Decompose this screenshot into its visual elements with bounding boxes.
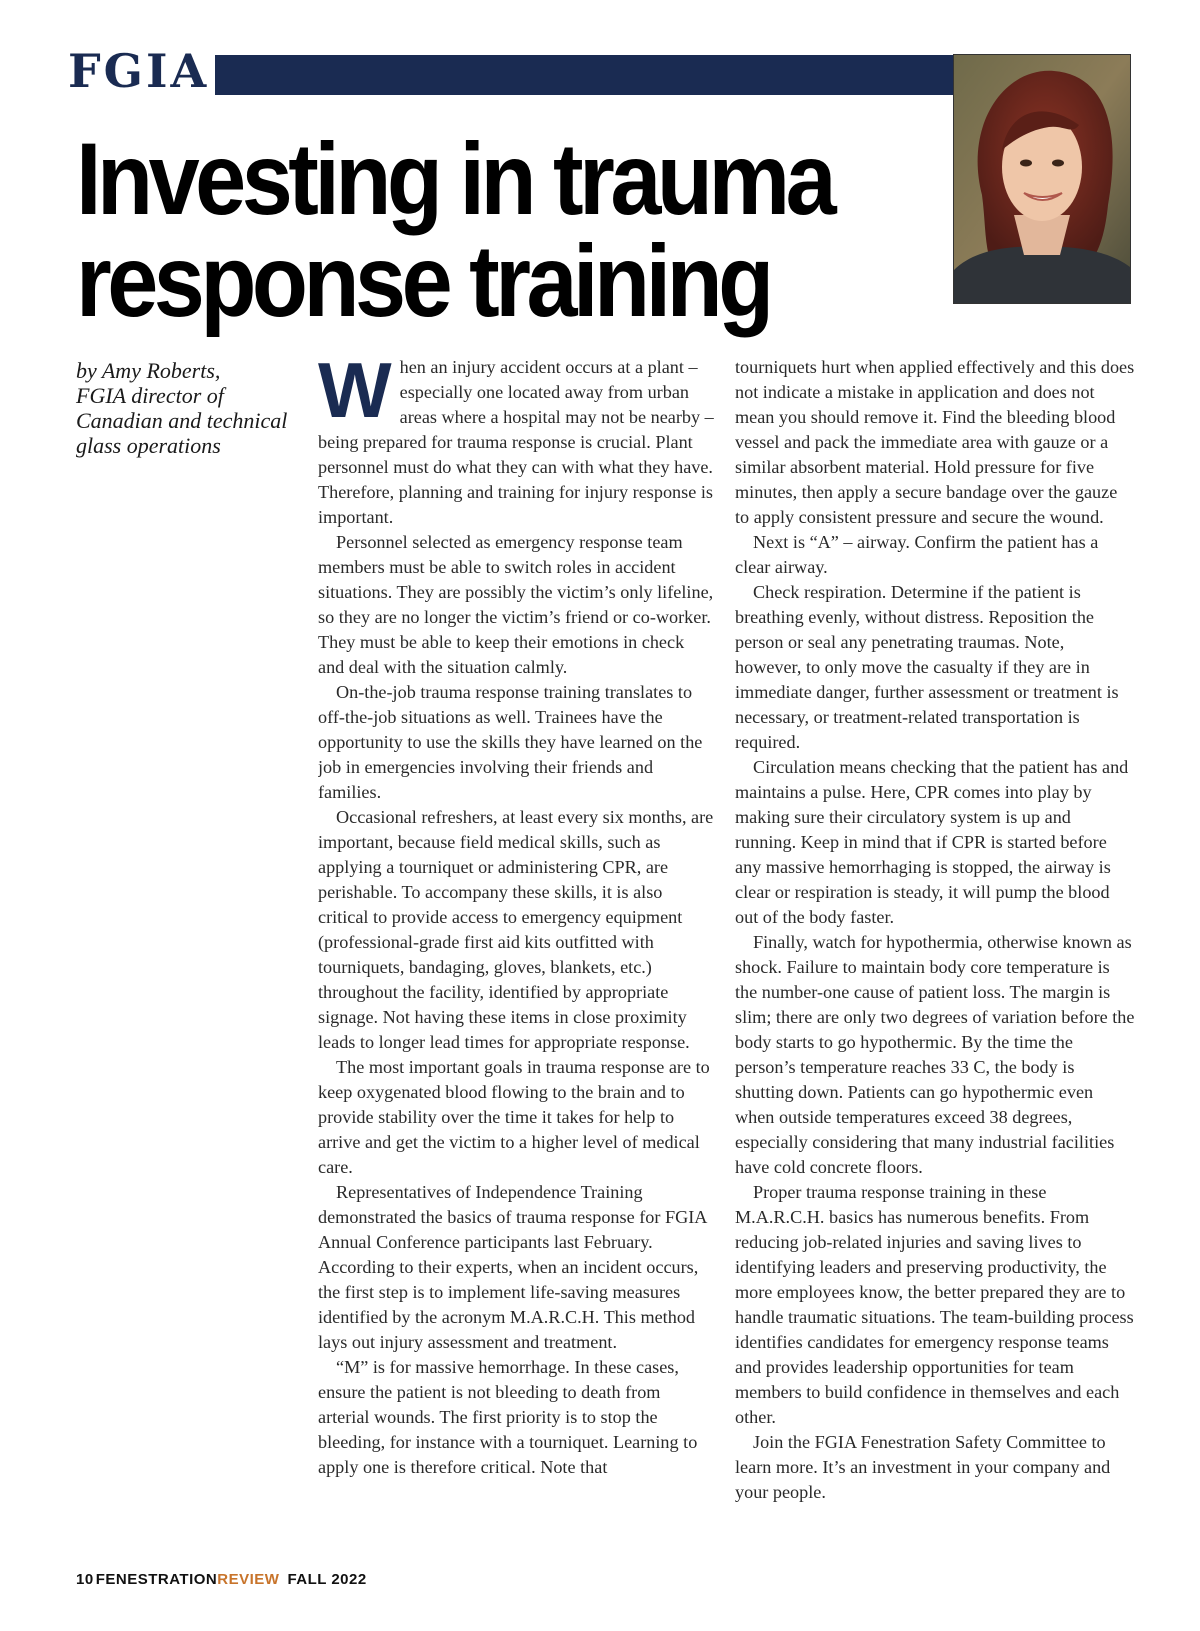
article-column-left (318, 355, 714, 1560)
byline-line-3: Canadian and technical (76, 408, 288, 433)
headline-line-1: Investing in trauma (76, 122, 833, 236)
paragraph-5: The most important goals in trauma response are to keep oxygenated blood flowing to the brain and to provide stability over the time it takes for help to arrive and get the victim to a higher level of medical care. (318, 1057, 710, 1177)
header-rule (215, 55, 955, 95)
drop-cap: W (318, 355, 392, 434)
author-byline (76, 358, 308, 458)
headline-line-2: response training (76, 224, 770, 338)
author-photo (953, 54, 1131, 304)
magazine-name-part-2: REVIEW (217, 1571, 280, 1588)
paragraph-6: Representatives of Independence Training demonstrated the basics of trauma response for FGIA Annual Conference participants last February. According to their experts, when an incident occurs, the first step is to implement life-saving measures identified by the acronym M.A.R.C.H. This method lays out injury assessment and treatment. (318, 1182, 707, 1352)
byline-line-1: by Amy Roberts, (76, 358, 221, 383)
page-number: 10 (76, 1571, 94, 1588)
paragraph-14: Join the FGIA Fenestration Safety Committee to learn more. It’s an investment in your company and your people. (735, 1432, 1111, 1502)
paragraph-7: “M” is for massive hemorrhage. In these cases, ensure the patient is not bleeding to death from arterial wounds. The first priority is to stop the bleeding, for instance with a tourniquet. Learning to apply one is therefore critical. Note that (318, 1357, 698, 1477)
paragraph-3: On-the-job trauma response training translates to off-the-job situations as well. Trainees have the opportunity to use the skills they have learned on the job in emergencies involving their friends and families. (318, 682, 703, 802)
brand-logo: FGIA (68, 44, 210, 98)
paragraph-4: Occasional refreshers, at least every six months, are important, because field medical skills, such as applying a tourniquet or administering CPR, are perishable. To accompany these skills, it is also critical to provide access to emergency equipment (professional-grade first aid kits outfitted with tourniquets, bandaging, gloves, blankets, etc.) throughout the facility, identified by appropriate signage. Not having these items in close proximity leads to longer lead times for appropriate response. (318, 807, 714, 1052)
magazine-name-part-1: FENESTRATION (95, 1571, 218, 1588)
paragraph-12: Finally, watch for hypothermia, otherwise known as shock. Failure to maintain body core temperature is the number-one cause of patient loss. The margin is slim; there are only two degrees of variation before the body starts to go hypothermic. By the time the person’s temperature reaches 33 C, the body is shutting down. Patients can go hypothermic even when outside temperatures exceed 38 degrees, especially considering that many industrial facilities have cold concrete floors. (735, 932, 1135, 1177)
paragraph-1 (318, 355, 714, 530)
paragraph-11: Circulation means checking that the patient has and maintains a pulse. Here, CPR comes into play by making sure their circulatory system is up and running. Keep in mind that if CPR is started before any massive hemorrhaging is stopped, the airway is clear or respiration is steady, it will pump the blood out of the body faster. (735, 757, 1129, 927)
paragraph-8: tourniquets hurt when applied effectively and this does not indicate a mistake in application and does not mean you should remove it. Find the bleeding blood vessel and pack the immediate area with gauze or a similar absorbent material. Hold pressure for five minutes, then apply a secure bandage over the gauze to apply consistent pressure and secure the wound. (735, 357, 1135, 527)
byline-line-4: glass operations (76, 433, 221, 458)
page-footer (76, 1571, 367, 1588)
article-headline (76, 122, 886, 338)
paragraph-2: Personnel selected as emergency response team members must be able to switch roles in accident situations. They are possibly the victim’s only lifeline, so they are no longer the victim’s friend or co-worker. They must be able to keep their emotions in check and deal with the situation calmly. (318, 532, 714, 677)
paragraph-13: Proper trauma response training in these M.A.R.C.H. basics has numerous benefits. From reducing job-related injuries and saving lives to identifying leaders and preserving productivity, the more employees know, the better prepared they are to handle traumatic situations. The team-building process identifies candidates for emergency response teams and provides leadership opportunities for team members to build confidence in themselves and each other. (735, 1182, 1134, 1427)
paragraph-9: Next is “A” – airway. Confirm the patient has a clear airway. (735, 532, 1099, 577)
byline-line-2: FGIA director of (76, 383, 224, 408)
paragraph-10: Check respiration. Determine if the patient is breathing evenly, without distress. Reposition the person or seal any penetrating traumas. Note, however, to only move the casualty if they are in immediate danger, further assessment or treatment is necessary, or treatment-related transportation is required. (735, 582, 1119, 752)
issue-label: FALL 2022 (287, 1571, 367, 1588)
paragraph-1-text: hen an injury accident occurs at a plant – especially one located away from urban areas where a hospital may not be nearby – being prepared for trauma response is crucial. Plant personnel must do what they can with what they have. Therefore, planning and training for injury response is important. (318, 357, 714, 527)
article-column-right (735, 355, 1135, 1560)
